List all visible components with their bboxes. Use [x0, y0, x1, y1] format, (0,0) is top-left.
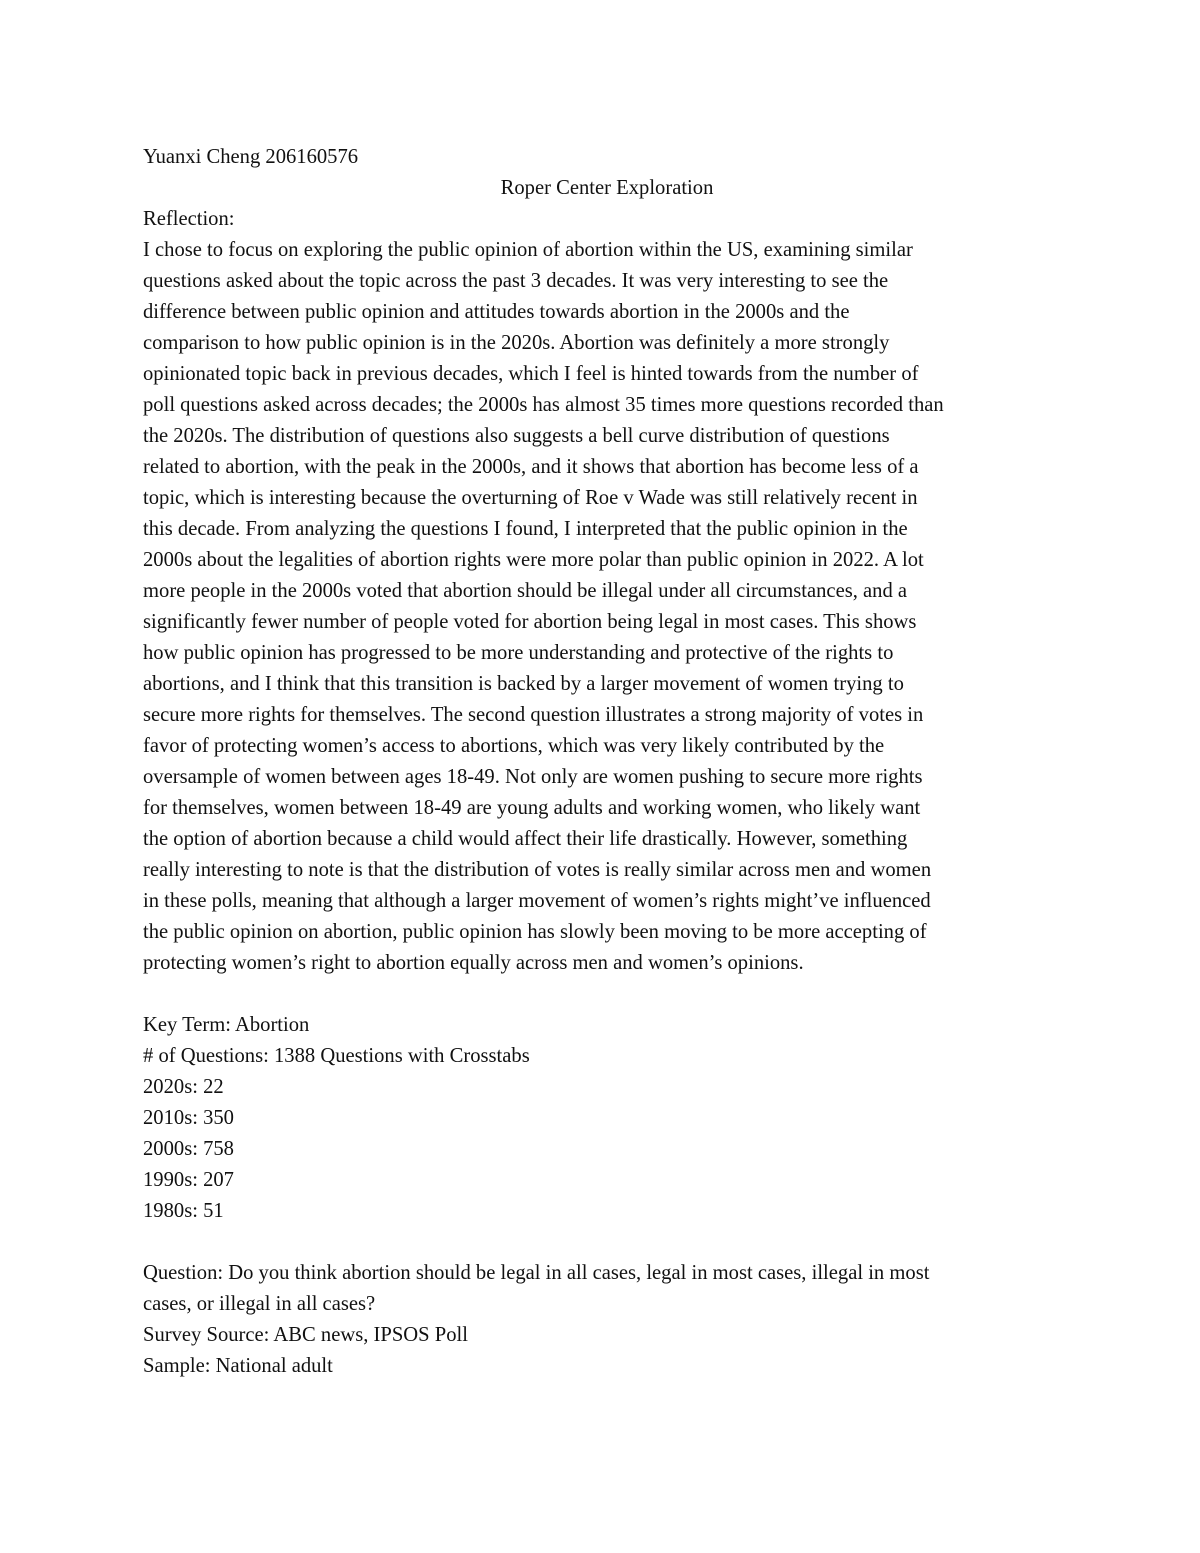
question-text-line: cases, or illegal in all cases? [143, 1293, 376, 1315]
reflection-line: I chose to focus on exploring the public opinion of abortion within the US, examining similar [143, 239, 913, 261]
reflection-line: poll questions asked across decades; the 2000s has almost 35 times more questions recorded than [143, 394, 944, 416]
stats-section [143, 1010, 1063, 1227]
survey-source: Survey Source: ABC news, IPSOS Poll [143, 1324, 468, 1346]
reflection-line: related to abortion, with the peak in the 2000s, and it shows that abortion has become less of a [143, 456, 919, 478]
reflection-line: this decade. From analyzing the questions I found, I interpreted that the public opinion in the [143, 518, 908, 540]
decade-count: 1980s: 51 [143, 1200, 224, 1222]
reflection-line: abortions, and I think that this transition is backed by a larger movement of women trying to [143, 673, 904, 695]
reflection-line: the public opinion on abortion, public opinion has slowly been moving to be more accepting of [143, 921, 927, 943]
reflection-line: topic, which is interesting because the overturning of Roe v Wade was still relatively recent in [143, 487, 918, 509]
reflection-line: opinionated topic back in previous decades, which I feel is hinted towards from the number of [143, 363, 919, 385]
reflection-line: in these polls, meaning that although a larger movement of women’s rights might’ve influenced [143, 890, 931, 912]
sample-description: Sample: National adult [143, 1355, 333, 1377]
reflection-line: comparison to how public opinion is in the 2020s. Abortion was definitely a more strongly [143, 332, 890, 354]
decade-count: 1990s: 207 [143, 1169, 234, 1191]
question-section [143, 1258, 1063, 1382]
reflection-line: the option of abortion because a child would affect their life drastically. However, something [143, 828, 908, 850]
reflection-line: how public opinion has progressed to be more understanding and protective of the rights to [143, 642, 894, 664]
reflection-line: really interesting to note is that the distribution of votes is really similar across men and women [143, 859, 932, 881]
document-title: Roper Center Exploration [500, 177, 714, 199]
key-term: Key Term: Abortion [143, 1014, 310, 1036]
decade-count: 2000s: 758 [143, 1138, 234, 1160]
reflection-line: more people in the 2000s voted that abortion should be illegal under all circumstances, and a [143, 580, 908, 602]
question-text-line: Question: Do you think abortion should be legal in all cases, legal in most cases, illegal in most [143, 1262, 930, 1284]
decade-count: 2010s: 350 [143, 1107, 234, 1129]
reflection-line: the 2020s. The distribution of questions also suggests a bell curve distribution of questions [143, 425, 890, 447]
reflection-line: questions asked about the topic across the past 3 decades. It was very interesting to see the [143, 270, 889, 292]
reflection-line: oversample of women between ages 18-49. Not only are women pushing to secure more rights [143, 766, 923, 788]
paragraph-spacer [143, 1227, 1063, 1258]
question-count: # of Questions: 1388 Questions with Crosstabs [143, 1045, 530, 1067]
reflection-line: favor of protecting women’s access to abortions, which was very likely contributed by the [143, 735, 885, 757]
document-body [143, 142, 1063, 1382]
author-line: Yuanxi Cheng 206160576 [143, 146, 359, 168]
reflection-paragraph [143, 235, 1063, 979]
reflection-line: secure more rights for themselves. The second question illustrates a strong majority of votes in [143, 704, 924, 726]
reflection-heading: Reflection: [143, 208, 235, 230]
reflection-line: for themselves, women between 18-49 are young adults and working women, who likely want [143, 797, 921, 819]
reflection-line: protecting women’s right to abortion equally across men and women’s opinions. [143, 952, 804, 974]
decade-count: 2020s: 22 [143, 1076, 224, 1098]
reflection-line: difference between public opinion and attitudes towards abortion in the 2000s and the [143, 301, 850, 323]
reflection-line: significantly fewer number of people voted for abortion being legal in most cases. This shows [143, 611, 917, 633]
paragraph-spacer [143, 979, 1063, 1010]
reflection-line: 2000s about the legalities of abortion rights were more polar than public opinion in 2022. A lot [143, 549, 924, 571]
